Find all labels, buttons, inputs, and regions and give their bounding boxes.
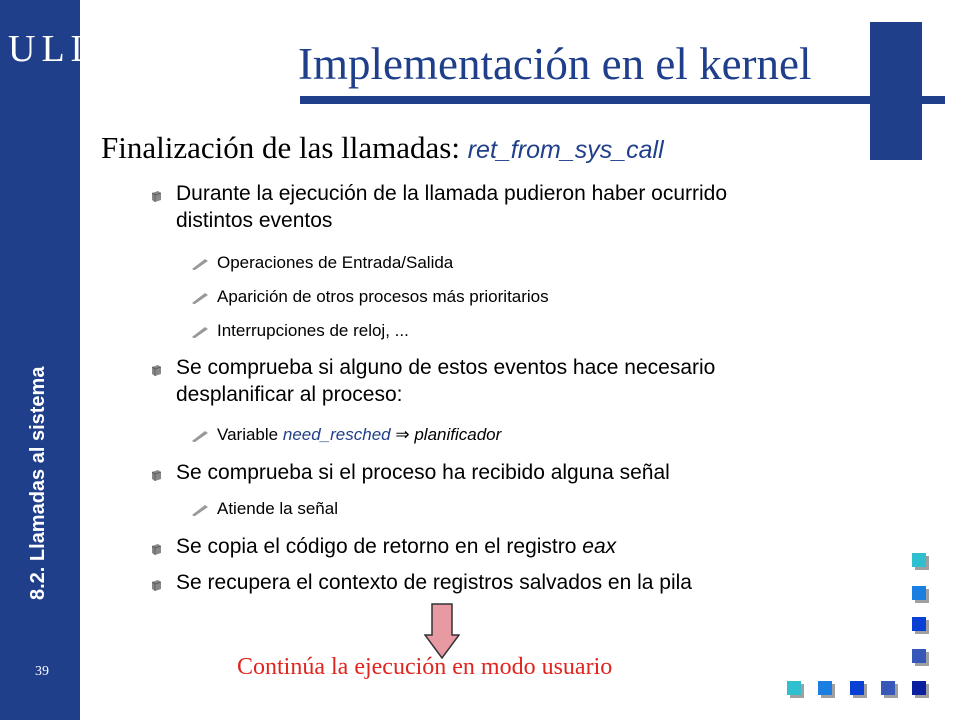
bullet-1-line-2: distintos eventos xyxy=(176,209,333,232)
down-arrow-icon xyxy=(424,603,460,659)
variable-prefix: Variable xyxy=(217,425,279,444)
eax-register: eax xyxy=(582,535,617,558)
deco-square xyxy=(850,681,864,695)
bullet-3: Se comprueba si el proceso ha recibido alguna señal xyxy=(176,461,670,484)
bullet-2-sub-1 xyxy=(217,424,501,446)
deco-square xyxy=(912,553,926,567)
cube-bullet-icon xyxy=(150,364,162,376)
pencil-bullet-icon xyxy=(191,504,211,516)
continuation-text: Continúa la ejecución en modo usuario xyxy=(237,654,613,680)
deco-square xyxy=(912,586,926,600)
deco-square xyxy=(912,649,926,663)
pencil-bullet-icon xyxy=(191,258,211,270)
bullet-1-sub-2: Aparición de otros procesos más prioritarios xyxy=(217,287,549,306)
bullet-1 xyxy=(176,180,876,234)
bullet-1-line-1: Durante la ejecución de la llamada pudieron haber ocurrido xyxy=(176,182,728,205)
bullet-3-sub-1: Atiende la señal xyxy=(217,499,338,518)
bullet-1-sub-3: Interrupciones de reloj, ... xyxy=(217,321,409,340)
need-resched-var: need_resched xyxy=(282,425,391,444)
implies-arrow: ⇒ xyxy=(395,425,410,444)
section-code: ret_from_sys_call xyxy=(467,136,664,164)
section-heading xyxy=(101,130,664,166)
deco-square xyxy=(818,681,832,695)
pencil-bullet-icon xyxy=(191,292,211,304)
cube-bullet-icon xyxy=(150,543,162,555)
planificador-target: planificador xyxy=(414,425,502,444)
bullet-1-sub-1: Operaciones de Entrada/Salida xyxy=(217,253,454,272)
cube-bullet-icon xyxy=(150,579,162,591)
slide-title: Implementación en el kernel xyxy=(298,39,812,89)
title-underline xyxy=(300,96,945,104)
deco-square xyxy=(787,681,801,695)
bullet-2-line-2: desplanificar al proceso: xyxy=(176,383,403,406)
cube-bullet-icon xyxy=(150,469,162,481)
pencil-bullet-icon xyxy=(191,430,211,442)
section-vertical-label: 8.2. Llamadas al sistema xyxy=(27,366,49,600)
deco-square xyxy=(912,617,926,631)
cube-bullet-icon xyxy=(150,190,162,202)
bullet-4-text: Se copia el código de retorno en el registro xyxy=(176,535,577,558)
pencil-bullet-icon xyxy=(191,326,211,338)
ull-logo: ULL xyxy=(8,28,100,70)
bullet-4 xyxy=(176,533,876,560)
section-heading-text: Finalización de las llamadas: xyxy=(101,130,460,165)
deco-square xyxy=(912,681,926,695)
sidebar xyxy=(0,0,100,720)
title-decor-bar xyxy=(870,22,922,160)
bullet-2 xyxy=(176,354,876,408)
page-number: 39 xyxy=(35,664,49,679)
bullet-5: Se recupera el contexto de registros salvados en la pila xyxy=(176,571,692,594)
deco-square xyxy=(881,681,895,695)
bullet-2-line-1: Se comprueba si alguno de estos eventos hace necesario xyxy=(176,356,716,379)
